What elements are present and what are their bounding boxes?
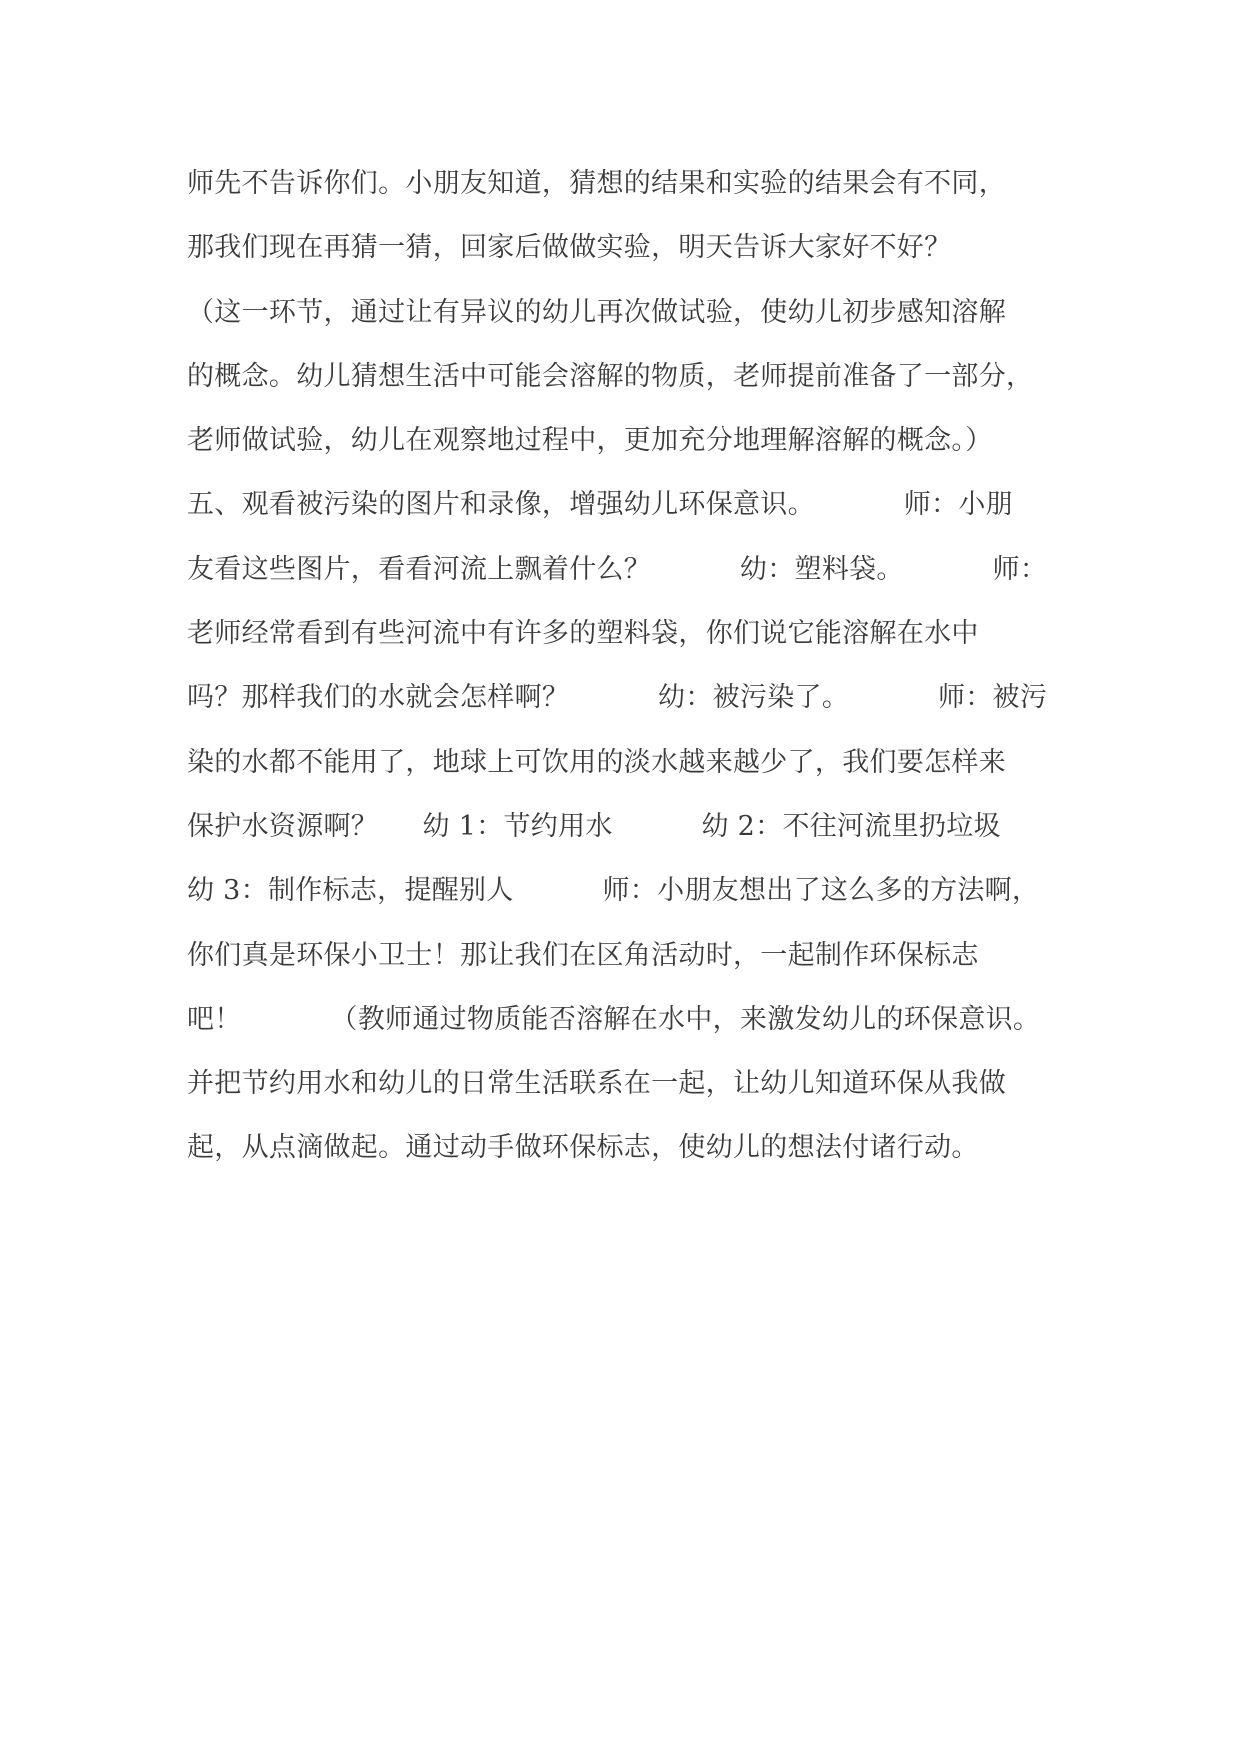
text-line-4: 的概念。幼儿猜想生活中可能会溶解的物质，老师提前准备了一部分， — [187, 360, 1034, 392]
text-line-5: 老师做试验，幼儿在观察地过程中，更加充分地理解溶解的概念。） — [187, 425, 993, 457]
text-line-14: 吧！ （教师通过物质能否溶解在水中，来激发幼儿的环保意识。 — [187, 1003, 1041, 1035]
text-line-3: （这一环节，通过让有异议的幼儿再次做试验，使幼儿初步感知溶解 — [187, 296, 1006, 328]
text-line-1: 师先不告诉你们。小朋友知道，猜想的结果和实验的结果会有不同， — [187, 168, 1006, 199]
text-line-15: 并把节约用水和幼儿的日常生活联系在一起，让幼儿知道环保从我做 — [187, 1068, 1006, 1100]
text-line-7: 友看这些图片，看看河流上飘着什么？ 幼：塑料袋。 师： — [187, 553, 1048, 585]
text-line-11: 保护水资源啊？ 幼 1：节约用水 幼 2：不往河流里扔垃圾 — [187, 810, 1001, 842]
text-line-6: 五、观看被污染的图片和录像，增强幼儿环保意识。 师：小朋 — [187, 489, 1013, 521]
text-line-12: 幼 3：制作标志，提醒别人 师：小朋友想出了这么多的方法啊， — [187, 875, 1040, 907]
text-line-10: 染的水都不能用了，地球上可饮用的淡水越来越少了，我们要怎样来 — [187, 746, 1006, 778]
text-line-2: 那我们现在再猜一猜，回家后做做实验，明天告诉大家好不好？ — [187, 232, 952, 264]
body-text — [187, 152, 1067, 1181]
text-line-16: 起，从点滴做起。通过动手做环保标志，使幼儿的想法付诸行动。 — [187, 1132, 979, 1164]
text-line-9: 吗？那样我们的水就会怎样啊？ 幼：被污染了。 师：被污 — [187, 682, 1048, 714]
text-line-8: 老师经常看到有些河流中有许多的塑料袋，你们说它能溶解在水中 — [187, 618, 979, 650]
text-line-13: 你们真是环保小卫士！那让我们在区角活动时，一起制作环保标志 — [187, 939, 979, 971]
